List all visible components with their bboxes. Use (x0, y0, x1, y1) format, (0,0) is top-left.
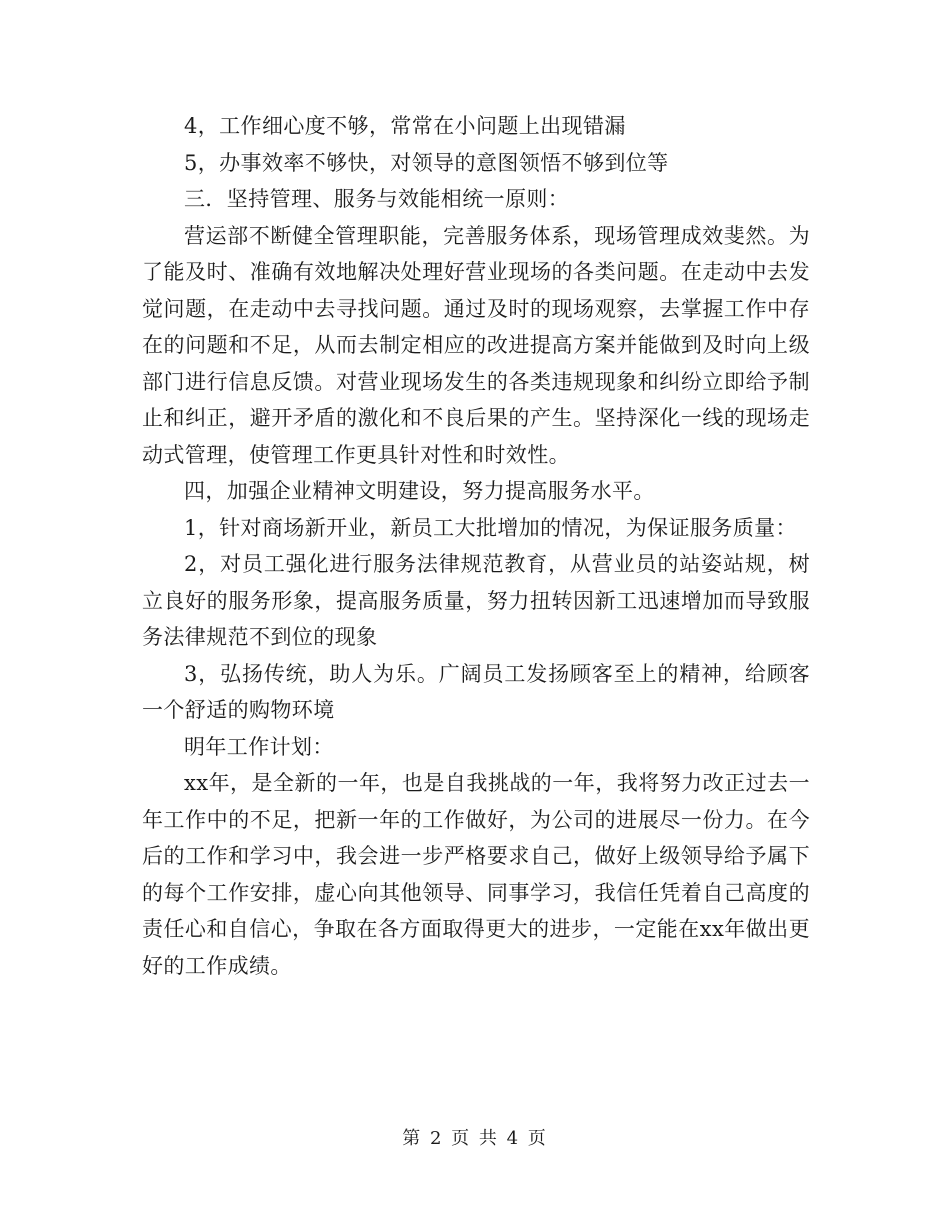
section-heading-4: 四，加强企业精神文明建设，努力提高服务水平。 (184, 479, 655, 503)
paragraph-item-5: 5，办事效率不够快，对领导的意图领悟不够到位等 (184, 150, 669, 175)
section-heading-3: 三．坚持管理、服务与效能相统一原则： (184, 187, 570, 211)
paragraph-item-4: 4，工作细心度不够，常常在小问题上出现错漏 (184, 114, 626, 138)
section-heading-next-year-plan: 明年工作计划： (184, 734, 334, 759)
document-body (142, 108, 810, 984)
paragraph-item-2: 2，对员工强化进行服务法律规范教育，从营业员的站姿站规，树立良好的服务形象，提高服务质量，努力扭转因新工迅速增加而导致服务法律规范不到位的现象 (142, 552, 810, 649)
paragraph-item-3: 3，弘扬传统，助人为乐。广阔员工发扬顾客至上的精神，给顾客一个舒适的购物环境 (142, 661, 810, 722)
paragraph-item-1: 1，针对商场新开业，新员工大批增加的情况，为保证服务质量： (184, 515, 797, 540)
page-number-footer: 第 2 页 共 4 页 (402, 1128, 548, 1149)
paragraph-operations: 营运部不断健全管理职能，完善服务体系，现场管理成效斐然。为了能及时、准确有效地解决处理好营业现场的各类问题。在走动中去发觉问题，在走动中去寻找问题。通过及时的现场观察，去掌握工作中存在的问题和不足，从而去制定相应的改进提高方案并能做到及时向上级部门进行信息反馈。对营业现场发生的各类违规现象和纠纷立即给予制止和纠正，避开矛盾的激化和不良后果的产生。坚持深化一线的现场走动式管理，使管理工作更具针对性和时效性。 (142, 223, 810, 467)
paragraph-next-year-plan: xx年，是全新的一年，也是自我挑战的一年，我将努力改正过去一年工作中的不足，把新一年的工作做好，为公司的进展尽一份力。在今后的工作和学习中，我会进一步严格要求自己，做好上级领导给予属下的每个工作安排，虚心向其他领导、同事学习，我信任凭着自己高度的责任心和自信心，争取在各方面取得更大的进步，一定能在xx年做出更好的工作成绩。 (142, 771, 810, 978)
